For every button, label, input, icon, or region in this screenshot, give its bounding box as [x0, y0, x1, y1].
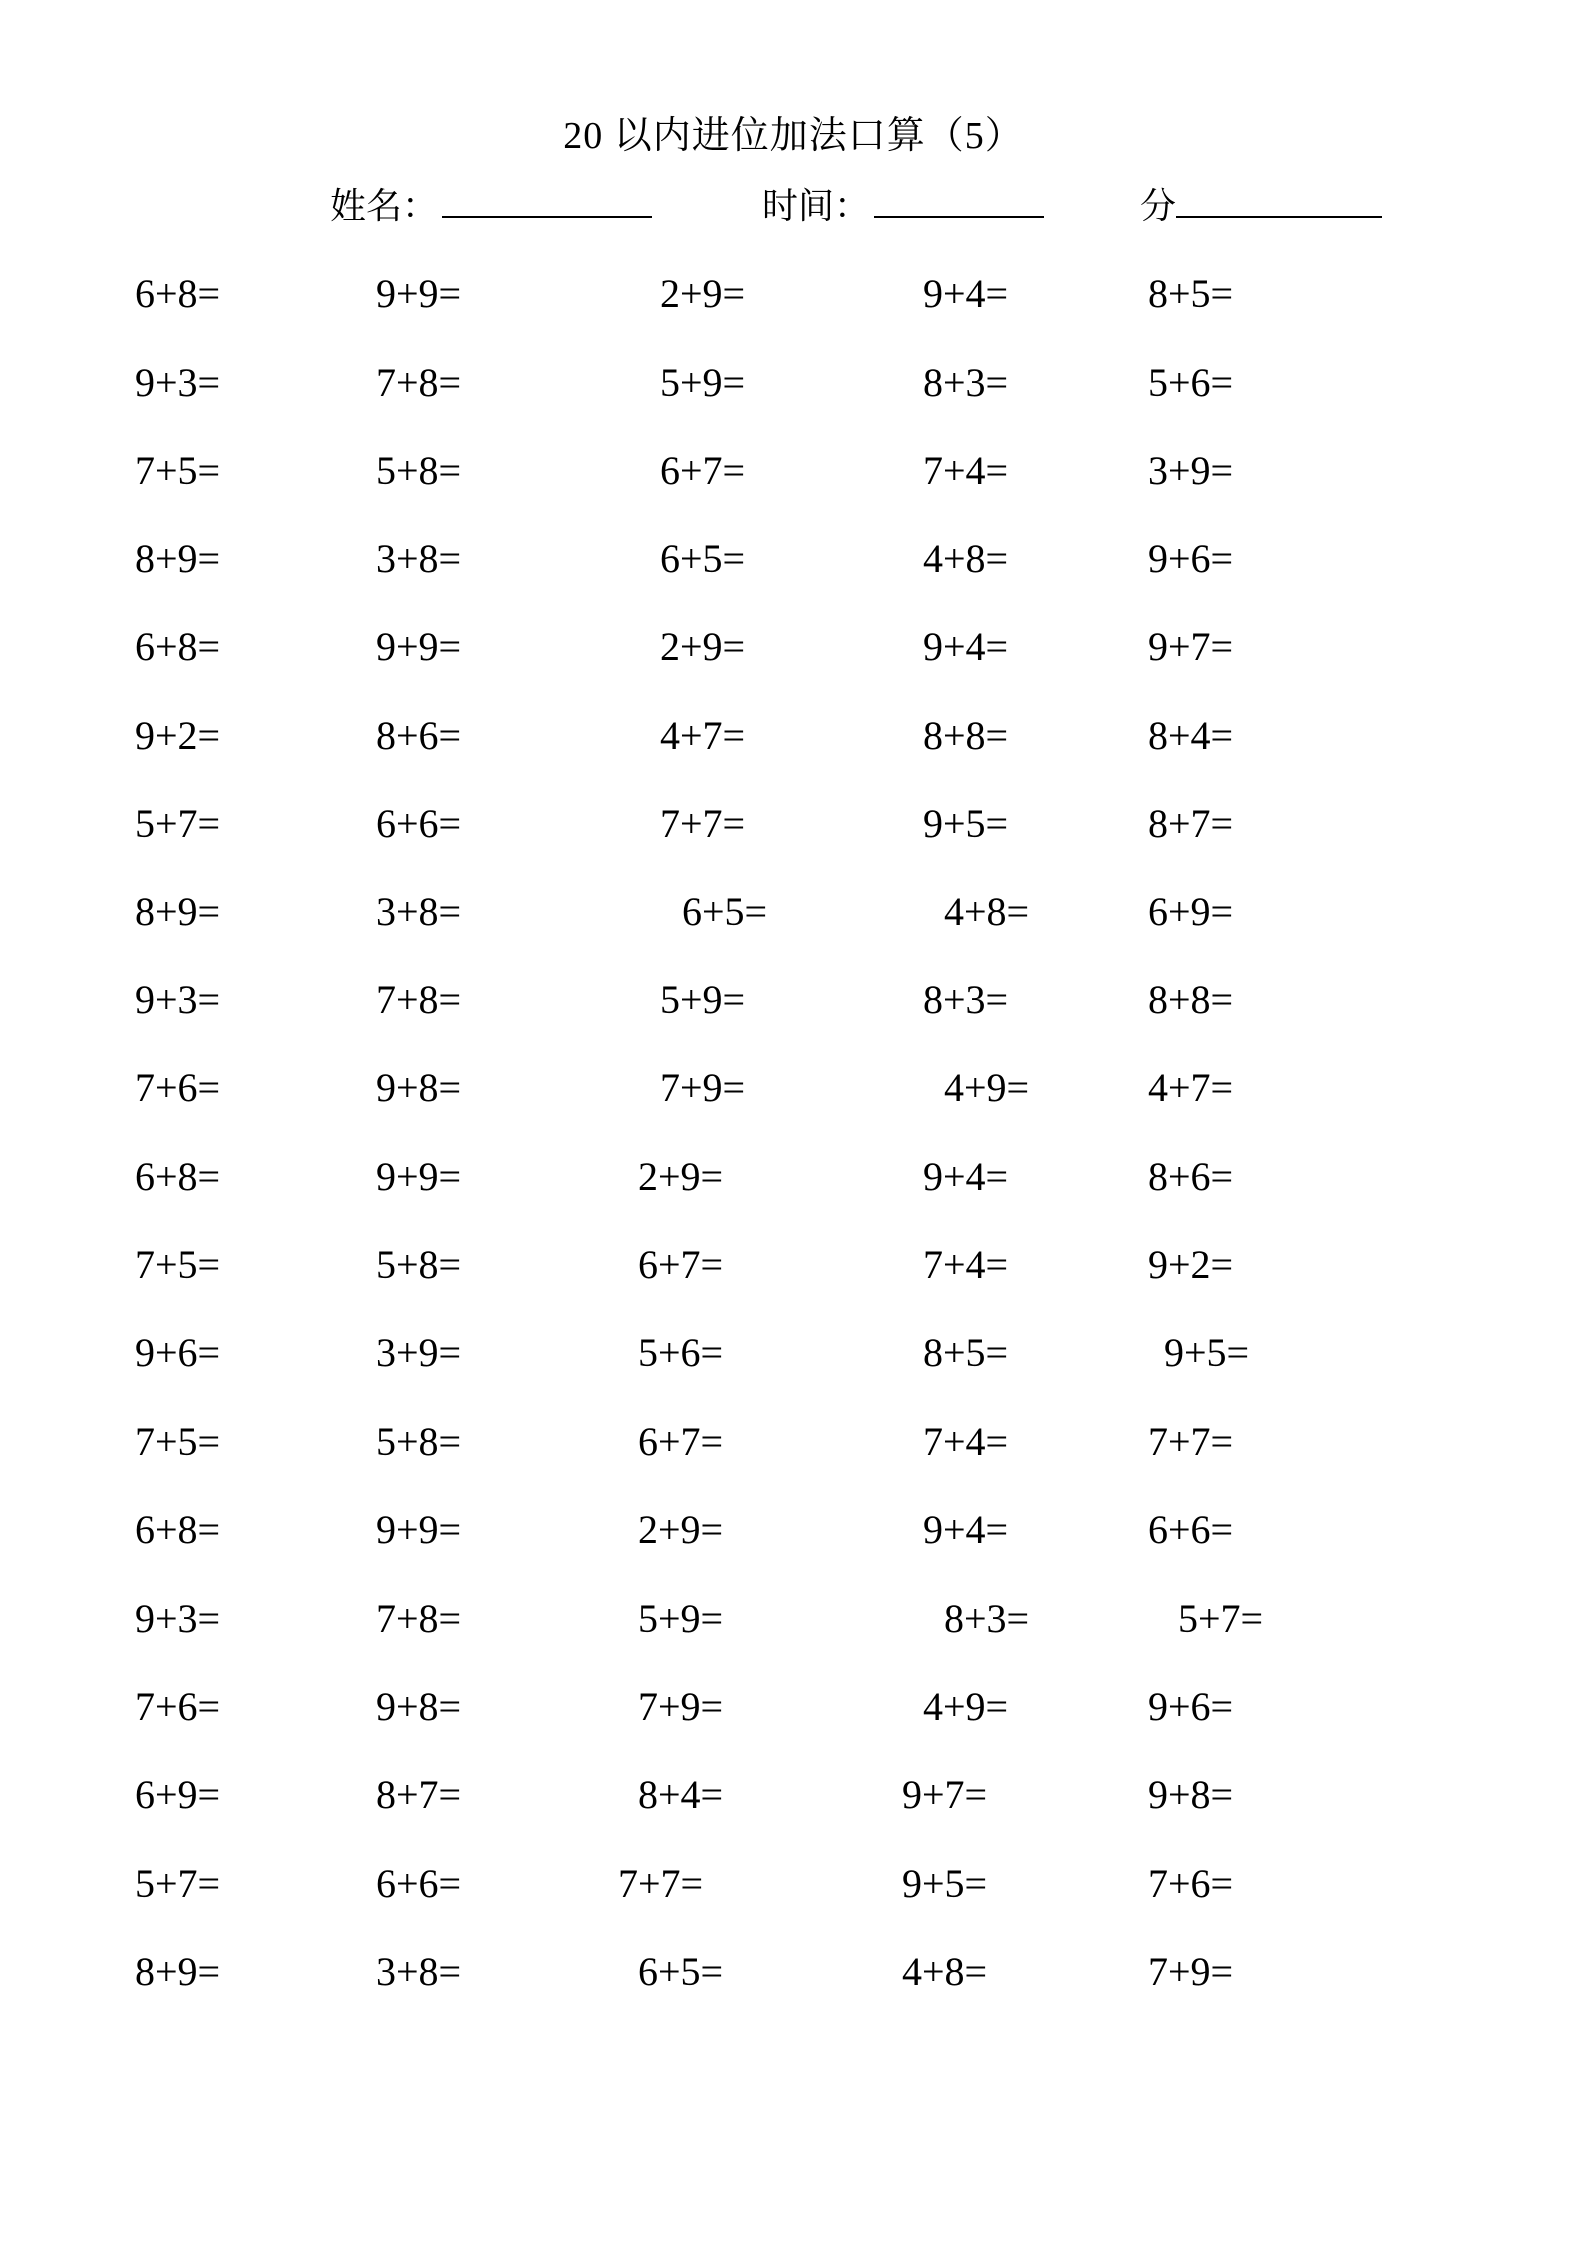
- problem-item: 4+7=: [1148, 1065, 1234, 1110]
- problem-item: 8+7=: [1148, 801, 1234, 846]
- problem-item: 9+9=: [376, 1154, 462, 1199]
- problem-item: 4+9=: [944, 1065, 1030, 1110]
- problem-item: 6+8=: [135, 271, 221, 316]
- problem-item: 9+4=: [923, 271, 1009, 316]
- problem-item: 4+8=: [902, 1949, 988, 1994]
- problem-item: 4+9=: [923, 1684, 1009, 1729]
- problem-item: 6+6=: [376, 801, 462, 846]
- problem-item: 2+9=: [638, 1507, 724, 1552]
- problem-item: 6+7=: [638, 1419, 724, 1464]
- problem-item: 8+9=: [135, 536, 221, 581]
- problem-item: 2+9=: [638, 1154, 724, 1199]
- problem-item: 5+9=: [660, 360, 746, 405]
- problem-item: 6+5=: [682, 889, 768, 934]
- problem-item: 9+9=: [376, 271, 462, 316]
- problem-item: 6+5=: [660, 536, 746, 581]
- problem-item: 6+9=: [135, 1772, 221, 1817]
- problem-item: 6+8=: [135, 1154, 221, 1199]
- problem-item: 5+7=: [135, 1861, 221, 1906]
- problem-item: 9+2=: [135, 713, 221, 758]
- problem-item: 6+6=: [376, 1861, 462, 1906]
- problem-item: 7+8=: [376, 1596, 462, 1641]
- problem-item: 5+9=: [638, 1596, 724, 1641]
- problem-item: 7+4=: [923, 1419, 1009, 1464]
- problem-item: 3+8=: [376, 1949, 462, 1994]
- problem-item: 9+9=: [376, 1507, 462, 1552]
- problem-item: 7+5=: [135, 1242, 221, 1287]
- problem-item: 8+9=: [135, 889, 221, 934]
- problem-item: 8+4=: [1148, 713, 1234, 758]
- problem-item: 9+8=: [376, 1065, 462, 1110]
- problem-item: 6+7=: [638, 1242, 724, 1287]
- problem-item: 7+6=: [135, 1065, 221, 1110]
- problem-item: 3+8=: [376, 889, 462, 934]
- problem-item: 9+3=: [135, 977, 221, 1022]
- time-label: 时间：: [762, 186, 871, 226]
- problem-item: 8+3=: [944, 1596, 1030, 1641]
- problem-item: 7+5=: [135, 448, 221, 493]
- problem-item: 9+2=: [1148, 1242, 1234, 1287]
- problem-item: 7+4=: [923, 1242, 1009, 1287]
- problem-item: 9+5=: [1164, 1330, 1250, 1375]
- problem-item: 9+6=: [135, 1330, 221, 1375]
- problem-item: 7+6=: [1148, 1861, 1234, 1906]
- problem-item: 7+9=: [638, 1684, 724, 1729]
- problem-item: 9+3=: [135, 1596, 221, 1641]
- problem-item: 8+6=: [376, 713, 462, 758]
- problem-item: 7+6=: [135, 1684, 221, 1729]
- problem-item: 3+9=: [1148, 448, 1234, 493]
- problem-item: 9+8=: [376, 1684, 462, 1729]
- problem-item: 9+4=: [923, 1507, 1009, 1552]
- problem-item: 5+7=: [1178, 1596, 1264, 1641]
- problem-item: 8+9=: [135, 1949, 221, 1994]
- problem-item: 3+8=: [376, 536, 462, 581]
- problem-item: 8+3=: [923, 360, 1009, 405]
- problem-item: 7+7=: [1148, 1419, 1234, 1464]
- problem-item: 7+4=: [923, 448, 1009, 493]
- problem-item: 7+5=: [135, 1419, 221, 1464]
- problem-item: 8+6=: [1148, 1154, 1234, 1199]
- problem-item: 8+8=: [923, 713, 1009, 758]
- problem-item: 7+7=: [660, 801, 746, 846]
- problem-item: 6+5=: [638, 1949, 724, 1994]
- problem-item: 7+8=: [376, 977, 462, 1022]
- problem-item: 8+5=: [923, 1330, 1009, 1375]
- problem-item: 7+7=: [618, 1861, 704, 1906]
- problem-item: 9+9=: [376, 624, 462, 669]
- problem-item: 5+8=: [376, 1419, 462, 1464]
- problem-item: 6+8=: [135, 624, 221, 669]
- problem-item: 7+9=: [1148, 1949, 1234, 1994]
- problem-item: 9+5=: [902, 1861, 988, 1906]
- problem-item: 4+8=: [944, 889, 1030, 934]
- score-label: 分: [1140, 186, 1177, 226]
- problem-item: 6+7=: [660, 448, 746, 493]
- problem-item: 9+4=: [923, 624, 1009, 669]
- problem-item: 8+8=: [1148, 977, 1234, 1022]
- problem-item: 9+7=: [1148, 624, 1234, 669]
- problem-item: 8+4=: [638, 1772, 724, 1817]
- problem-item: 5+6=: [1148, 360, 1234, 405]
- problem-item: 7+9=: [660, 1065, 746, 1110]
- problem-item: 9+3=: [135, 360, 221, 405]
- problem-item: 7+8=: [376, 360, 462, 405]
- problem-item: 8+5=: [1148, 271, 1234, 316]
- problem-item: 5+8=: [376, 448, 462, 493]
- problem-item: 2+9=: [660, 271, 746, 316]
- problem-item: 6+8=: [135, 1507, 221, 1552]
- page-title: 20 以内进位加法口算（5）: [563, 115, 1024, 157]
- problem-item: 9+8=: [1148, 1772, 1234, 1817]
- problem-item: 9+4=: [923, 1154, 1009, 1199]
- problem-item: 5+8=: [376, 1242, 462, 1287]
- name-label: 姓名：: [330, 186, 439, 226]
- problem-item: 9+6=: [1148, 1684, 1234, 1729]
- problem-item: 9+5=: [923, 801, 1009, 846]
- problem-item: 6+9=: [1148, 889, 1234, 934]
- problem-item: 8+3=: [923, 977, 1009, 1022]
- problem-item: 9+6=: [1148, 536, 1234, 581]
- problem-item: 5+9=: [660, 977, 746, 1022]
- problem-item: 4+7=: [660, 713, 746, 758]
- problem-item: 4+8=: [923, 536, 1009, 581]
- problem-item: 2+9=: [660, 624, 746, 669]
- problem-item: 5+6=: [638, 1330, 724, 1375]
- problem-item: 9+7=: [902, 1772, 988, 1817]
- problem-item: 8+7=: [376, 1772, 462, 1817]
- problem-item: 3+9=: [376, 1330, 462, 1375]
- problem-item: 6+6=: [1148, 1507, 1234, 1552]
- problem-item: 5+7=: [135, 801, 221, 846]
